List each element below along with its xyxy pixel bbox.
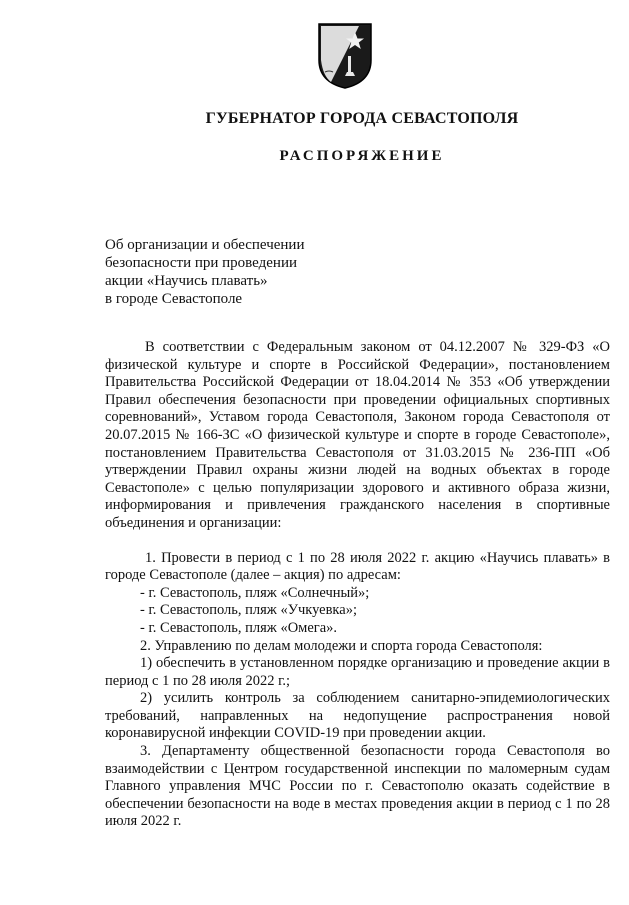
document-subject xyxy=(105,236,305,308)
subject-line: безопасности при проведении xyxy=(105,255,298,271)
item-2: 2. Управлению по делам молодежи и спорта города Севастополя: xyxy=(140,637,543,654)
document-type: РАСПОРЯЖЕНИЕ xyxy=(279,148,445,164)
subject-line: акции «Научись плавать» xyxy=(105,273,268,289)
coat-of-arms-icon xyxy=(315,20,375,90)
subject-line: Об организации и обеспечении xyxy=(105,237,305,253)
preamble-paragraph: В соответствии с Федеральным законом от 04.12.2007 № 329-ФЗ «О физической культуре и спорте в Российской Федерации», постановлением Правительства Российской Федерации от 18.04.2014 № 353 «Об утверждении Правил обеспечения безопасности при проведении официальных спортивных соревнований», Уставом города Севастополя, Законом города Севастополя от 20.07.2015 № 166-ЗС «О физической культуре и спорте в городе Севастополе», постановлением Правительства Севастополя от 31.03.2015 № 236-ПП «Об утверждении Правил охраны жизни людей на водных объектах в городе Севастополе» с целью популяризации здорового и активного образа жизни, информирования и привлечения гражданского населения в спортивные объединения и организации: xyxy=(105,339,610,531)
item-3: 3. Департаменту общественной безопасности города Севастополя во взаимодействии с Центром государственной инспекции по маломерным судам Главного управления МЧС России по г. Севастополю оказать содействие в обеспечении безопасности на воде в местах проведения акции в период с 1 по 28 июля 2022 г. xyxy=(105,743,610,830)
item-2-1: 1) обеспечить в установленном порядке организацию и проведение акции в период с 1 по 28 июля 2022 г.; xyxy=(105,655,610,689)
item-1: 1. Провести в период с 1 по 28 июля 2022 г. акцию «Научись плавать» в городе Севастополе (далее – акция) по адресам: xyxy=(105,549,610,584)
subject-line: в городе Севастополе xyxy=(105,291,243,307)
address-item: - г. Севастополь, пляж «Омега». xyxy=(140,619,338,636)
address-item: - г. Севастополь, пляж «Солнечный»; xyxy=(140,584,370,601)
issuer-title: ГУБЕРНАТОР ГОРОДА СЕВАСТОПОЛЯ xyxy=(205,110,519,127)
document-body xyxy=(105,339,610,831)
address-item: - г. Севастополь, пляж «Учкуевка»; xyxy=(140,602,357,619)
item-2-2: 2) усилить контроль за соблюдением санитарно-эпидемиологических требований, направленных на недопущение распространения новой коронавирусной инфекции COVID-19 при проведении акции. xyxy=(105,690,610,742)
